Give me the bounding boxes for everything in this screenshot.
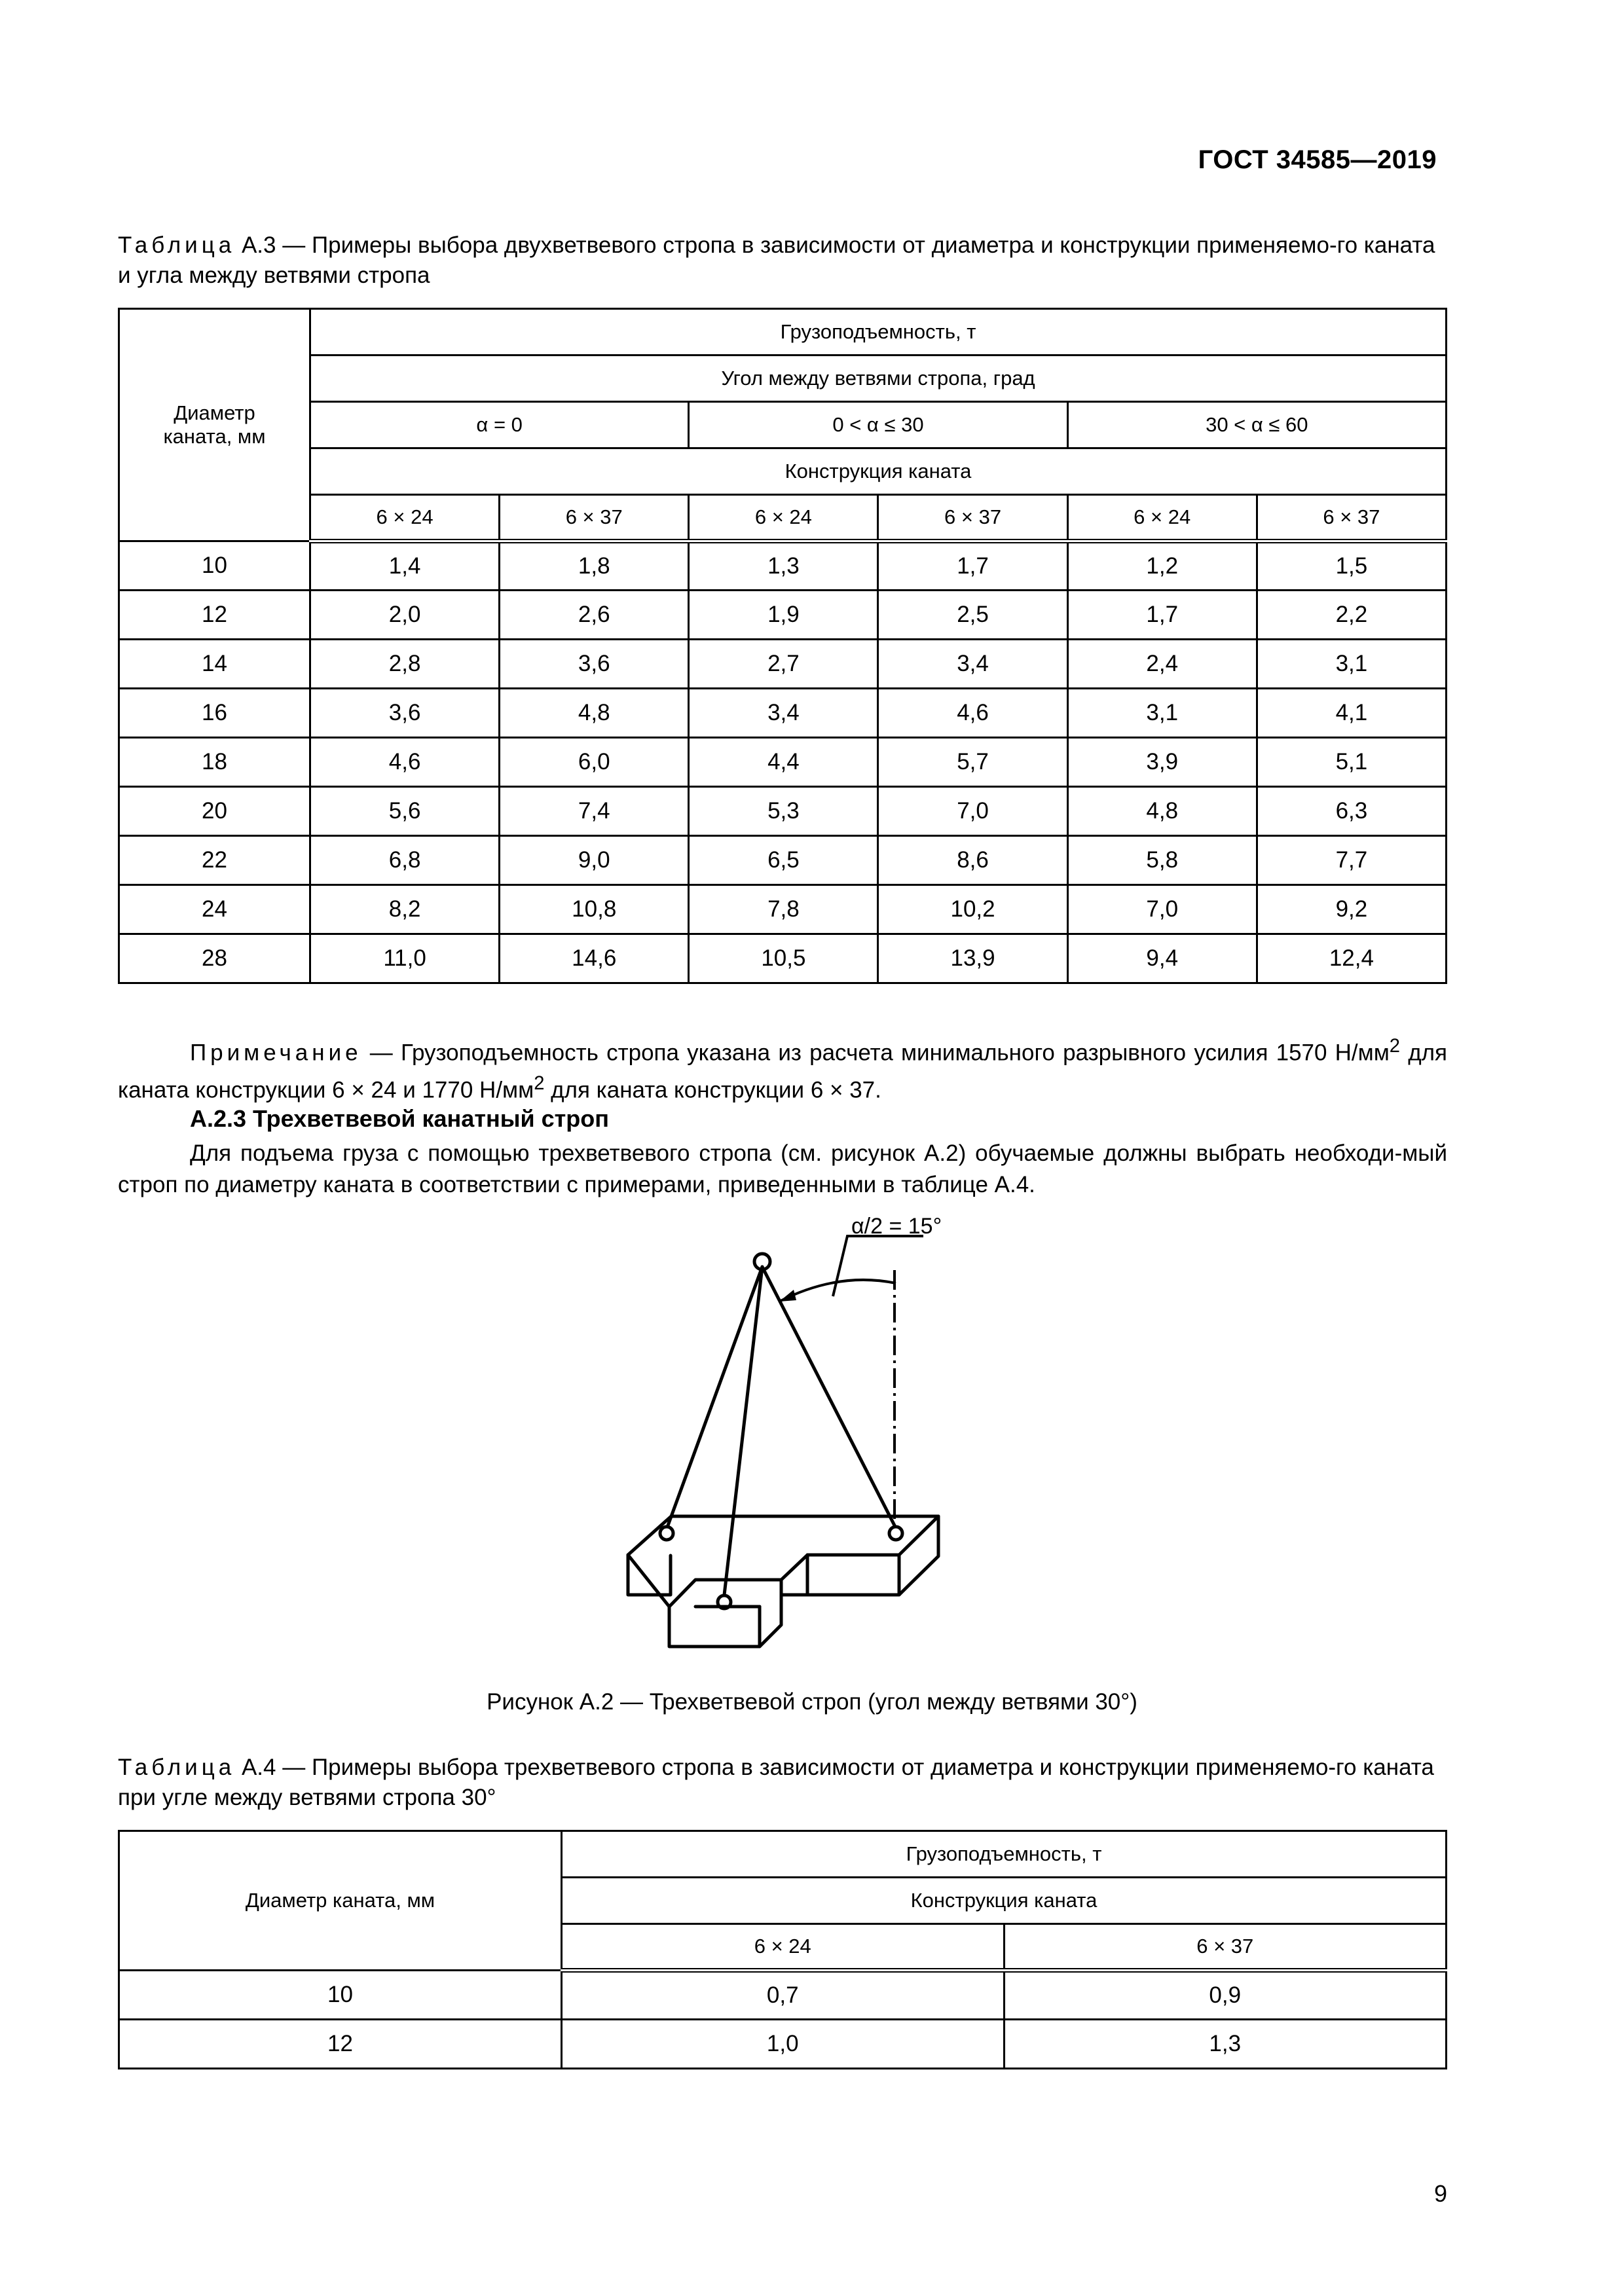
capacity-cell: 2,5 — [878, 591, 1067, 640]
capacity-cell: 2,8 — [310, 640, 500, 689]
capacity-cell: 10,2 — [878, 885, 1067, 934]
capacity-cell: 9,2 — [1257, 885, 1446, 934]
capacity-cell: 1,5 — [1257, 541, 1446, 591]
block-side-face — [760, 1580, 781, 1647]
block-front-face — [669, 1607, 760, 1647]
capacity-cell: 14,6 — [500, 934, 689, 983]
row-diameter-cell: 10 — [119, 1971, 562, 2020]
figure-three-leg-sling — [589, 1205, 956, 1663]
table-a4-header-diameter: Диаметр каната, мм — [119, 1831, 562, 1971]
capacity-cell: 4,8 — [500, 689, 689, 738]
row-diameter-cell: 24 — [119, 885, 310, 934]
capacity-cell: 1,8 — [500, 541, 689, 591]
row-diameter-cell: 16 — [119, 689, 310, 738]
capacity-cell: 2,4 — [1067, 640, 1257, 689]
capacity-cell: 3,4 — [689, 689, 878, 738]
table-a3-caption-label: Таблица — [118, 232, 236, 258]
capacity-cell: 7,7 — [1257, 836, 1446, 885]
note-text-a: — Грузоподъемность стропа указана из расчета минимального разрывного усилия 1570 Н/мм — [361, 1040, 1390, 1066]
row-diameter-cell: 28 — [119, 934, 310, 983]
table-a3-header-rope-type: 6 × 24 — [1067, 495, 1257, 541]
row-diameter-cell: 12 — [119, 2020, 562, 2069]
capacity-cell: 8,6 — [878, 836, 1067, 885]
capacity-cell: 5,6 — [310, 787, 500, 836]
capacity-cell: 1,4 — [310, 541, 500, 591]
capacity-cell: 1,3 — [689, 541, 878, 591]
block-front-face — [807, 1555, 899, 1595]
table-a3-header-angle-group: α = 0 — [310, 402, 689, 448]
sling-leg — [762, 1267, 895, 1525]
note — [118, 1031, 1447, 1105]
table-row — [119, 689, 1447, 738]
table-a4-caption-text: А.4 — Примеры выбора трехветвевого стропа в зависимости от диаметра и конструкции применяемо-го каната при угле между ветвями стропа 30° — [118, 1755, 1434, 1810]
capacity-cell: 5,3 — [689, 787, 878, 836]
capacity-cell: 4,6 — [878, 689, 1067, 738]
capacity-cell: 1,9 — [689, 591, 878, 640]
capacity-cell: 0,9 — [1004, 1971, 1447, 2020]
table-a3-header-rope-type: 6 × 24 — [689, 495, 878, 541]
table-a3-header-capacity: Грузоподъемность, т — [310, 309, 1447, 355]
angle-leader — [833, 1236, 923, 1296]
section-title: А.2.3 Трехветвевой канатный строп — [190, 1105, 609, 1132]
table-a3-header-construction: Конструкция каната — [310, 448, 1447, 495]
capacity-cell: 1,3 — [1004, 2020, 1447, 2069]
capacity-cell: 9,0 — [500, 836, 689, 885]
table-a3-header-angle-group: 0 < α ≤ 30 — [689, 402, 1067, 448]
attachment-point — [889, 1527, 902, 1540]
table-a3-caption-text: А.3 — Примеры выбора двухветвевого стропа в зависимости от диаметра и конструкции применяемо-го каната и угла между ветвями стропа — [118, 232, 1435, 288]
capacity-cell: 3,6 — [500, 640, 689, 689]
table-a3-header-angle: Угол между ветвями стропа, град — [310, 355, 1447, 402]
standard-code: ГОСТ 34585—2019 — [1198, 145, 1437, 174]
table-a4-header-rope-type: 6 × 37 — [1004, 1924, 1447, 1971]
capacity-cell: 2,7 — [689, 640, 878, 689]
capacity-cell: 7,8 — [689, 885, 878, 934]
capacity-cell: 8,2 — [310, 885, 500, 934]
table-a3-header-rope-type: 6 × 37 — [1257, 495, 1446, 541]
row-diameter-cell: 12 — [119, 591, 310, 640]
capacity-cell: 6,0 — [500, 738, 689, 787]
capacity-cell: 4,8 — [1067, 787, 1257, 836]
table-a3-header-rope-type: 6 × 37 — [500, 495, 689, 541]
table-a4-header-rope-type: 6 × 24 — [562, 1924, 1005, 1971]
row-diameter-cell: 18 — [119, 738, 310, 787]
capacity-cell: 11,0 — [310, 934, 500, 983]
table-a4-body — [119, 1971, 1447, 2069]
capacity-cell: 3,1 — [1067, 689, 1257, 738]
attachment-point — [660, 1527, 673, 1540]
capacity-cell: 5,8 — [1067, 836, 1257, 885]
table-a3-header-rope-type: 6 × 24 — [310, 495, 500, 541]
row-diameter-cell: 22 — [119, 836, 310, 885]
table-a3-header-rope-type: 6 × 37 — [878, 495, 1067, 541]
capacity-cell: 4,1 — [1257, 689, 1446, 738]
capacity-cell: 2,2 — [1257, 591, 1446, 640]
capacity-cell: 10,5 — [689, 934, 878, 983]
table-row — [119, 541, 1447, 591]
capacity-cell: 6,5 — [689, 836, 878, 885]
table-a4-header-capacity: Грузоподъемность, т — [562, 1831, 1447, 1878]
capacity-cell: 9,4 — [1067, 934, 1257, 983]
capacity-cell: 1,0 — [562, 2020, 1005, 2069]
figure-caption: Рисунок А.2 — Трехветвевой строп (угол между ветвями 30°) — [487, 1689, 1137, 1715]
note-text-b: для каната конструкции 6 × 24 и 1770 Н/мм — [118, 1040, 1447, 1103]
table-row — [119, 836, 1447, 885]
capacity-cell: 13,9 — [878, 934, 1067, 983]
note-label: Примечание — [190, 1040, 362, 1066]
capacity-cell: 1,2 — [1067, 541, 1257, 591]
table-a3-header-angle-group: 30 < α ≤ 60 — [1067, 402, 1446, 448]
table-row — [119, 1971, 1447, 2020]
table-a4-caption-label: Таблица — [118, 1755, 236, 1780]
table-a4-caption — [118, 1753, 1447, 1813]
capacity-cell: 7,4 — [500, 787, 689, 836]
table-row — [119, 787, 1447, 836]
capacity-cell: 7,0 — [1067, 885, 1257, 934]
table-row — [119, 934, 1447, 983]
table-row — [119, 885, 1447, 934]
row-diameter-cell: 20 — [119, 787, 310, 836]
capacity-cell: 3,6 — [310, 689, 500, 738]
table-a4 — [118, 1830, 1447, 2069]
block-side-face — [899, 1516, 938, 1595]
capacity-cell: 2,0 — [310, 591, 500, 640]
row-diameter-cell: 10 — [119, 541, 310, 591]
row-diameter-cell: 14 — [119, 640, 310, 689]
table-row — [119, 591, 1447, 640]
capacity-cell: 3,9 — [1067, 738, 1257, 787]
capacity-cell: 5,7 — [878, 738, 1067, 787]
table-row — [119, 738, 1447, 787]
capacity-cell: 3,1 — [1257, 640, 1446, 689]
table-a4-header-construction: Конструкция каната — [562, 1878, 1447, 1924]
capacity-cell: 6,8 — [310, 836, 500, 885]
section-body: Для подъема груза с помощью трехветвевого стропа (см. рисунок А.2) обучаемые должны выбрать необходи-мый строп по диаметру каната в соответствии с примерами, приведенными в таблице А.4. — [118, 1140, 1447, 1197]
angle-arrow — [779, 1290, 796, 1302]
table-a3-header-diameter: Диаметр каната, мм — [119, 309, 310, 541]
table-row — [119, 2020, 1447, 2069]
capacity-cell: 5,1 — [1257, 738, 1446, 787]
capacity-cell: 4,4 — [689, 738, 878, 787]
capacity-cell: 3,4 — [878, 640, 1067, 689]
capacity-cell: 1,7 — [878, 541, 1067, 591]
capacity-cell: 2,6 — [500, 591, 689, 640]
note-sup: 2 — [1389, 1036, 1400, 1057]
note-sup: 2 — [534, 1072, 545, 1094]
capacity-cell: 7,0 — [878, 787, 1067, 836]
table-a3-caption — [118, 230, 1447, 291]
angle-arc — [779, 1280, 896, 1302]
capacity-cell: 12,4 — [1257, 934, 1446, 983]
capacity-cell: 4,6 — [310, 738, 500, 787]
table-row — [119, 640, 1447, 689]
page-number: 9 — [1433, 2180, 1447, 2207]
table-a3 — [118, 308, 1447, 984]
capacity-cell: 10,8 — [500, 885, 689, 934]
capacity-cell: 6,3 — [1257, 787, 1446, 836]
capacity-cell: 1,7 — [1067, 591, 1257, 640]
note-text-c: для каната конструкции 6 × 37. — [544, 1077, 881, 1103]
angle-label: α/2 = 15° — [851, 1214, 942, 1239]
capacity-cell: 0,7 — [562, 1971, 1005, 2020]
table-a3-body — [119, 541, 1447, 983]
